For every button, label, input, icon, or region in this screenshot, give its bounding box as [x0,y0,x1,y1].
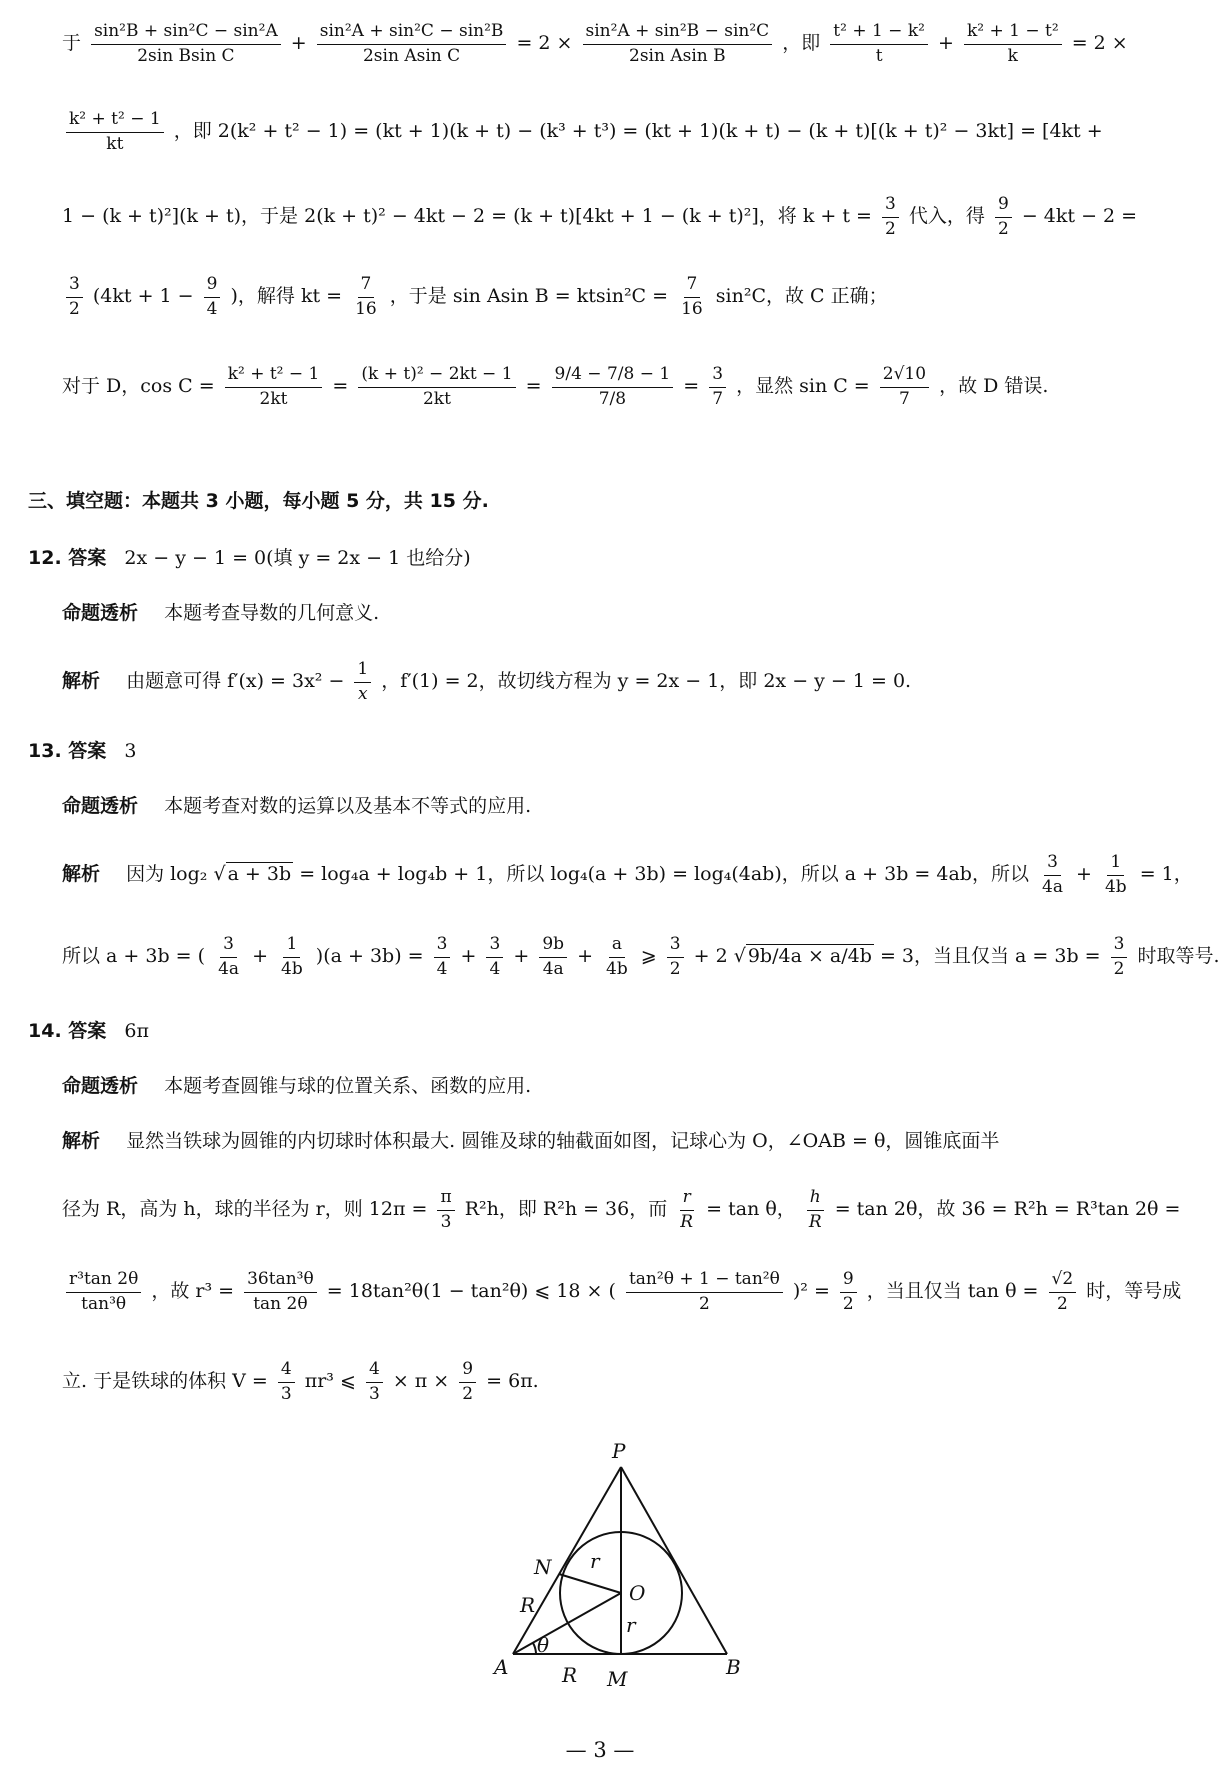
text: + [577,945,593,968]
label-N: N [534,1555,552,1579]
segment-NO [559,1574,621,1593]
text: ，即 [782,32,821,55]
denominator: 2 [842,1293,854,1314]
cone-left-edge [513,1467,621,1654]
text: 于 [62,32,82,55]
text: = [683,375,700,398]
numerator: (k + t)² − 2kt − 1 [358,365,515,388]
insight-label: 命题透析 [62,795,139,817]
text: 显然当铁球为圆锥的内切球时体积最大. 圆锥及球的轴截面如图，记球心为 O，∠OAB = θ，圆锥底面半 [126,1130,1000,1152]
numerator: sin²A + sin²B − sin²C [583,22,773,45]
label-P: P [612,1439,626,1463]
denominator: kt [106,133,124,154]
text: 代入，得 [908,205,985,228]
numerator: 3 [1044,853,1061,876]
text: = 3，当且仅当 a = 3b = [879,945,1101,968]
text: + 2 [693,945,728,968]
text: ⩾ [640,945,657,968]
insight-text: 本题考查圆锥与球的位置关系、函数的应用. [164,1075,532,1097]
denominator: 7/8 [598,388,627,409]
numerator: 9/4 − 7/8 − 1 [552,365,674,388]
denominator: 2sin Bsin C [137,45,235,66]
denominator: tan 2θ [253,1293,308,1314]
text: )，解得 kt = [230,285,343,308]
text: ，故 r³ = [151,1280,235,1303]
text: 立. 于是铁球的体积 V = [62,1370,268,1393]
cone-right-edge [621,1467,727,1654]
angle-theta-arc [533,1643,536,1654]
denominator: 2 [669,958,681,979]
numerator: 4 [366,1360,383,1383]
denominator: 4 [436,958,448,979]
label-O: O [629,1581,646,1605]
denominator: 2sin Asin C [362,45,461,66]
denominator: 3 [368,1383,380,1404]
label-B: B [726,1655,741,1679]
denominator: 2kt [422,388,451,409]
text: πr³ ⩽ [304,1370,356,1393]
numerator: 3 [486,935,503,958]
text: ，f′(1) = 2，故切线方程为 y = 2x − 1，即 2x − y − 1 = 0. [381,670,912,693]
denominator: k [1007,45,1018,66]
sqrt-content: 9b/4a × a/4b [747,945,872,968]
question-label: 12. 答案 [28,547,107,569]
text: ，显然 sin C = [736,375,870,398]
denominator: 4a [218,958,240,979]
numerator: k² + t² − 1 [225,365,323,388]
denominator: 4b [1104,876,1127,897]
text: + [1076,863,1092,886]
denominator: 4 [489,958,501,979]
denominator: 2 [885,218,896,239]
numerator: 3 [66,275,83,298]
text: 因为 log₂ [126,863,208,886]
numerator: 3 [667,935,684,958]
denominator: 2 [698,1293,710,1314]
denominator: 2 [997,218,1009,239]
numerator: r [680,1188,694,1211]
text: = tan θ， [706,1198,796,1221]
numerator: π [437,1188,454,1211]
numerator: 2√10 [880,365,929,388]
label-R-left: R [520,1593,536,1617]
denominator: R [680,1211,694,1232]
numerator: 3 [1111,935,1128,958]
numerator: 9 [840,1270,857,1293]
denominator: 7 [898,388,910,409]
denominator: 16 [681,298,703,319]
text: 由题意可得 f′(x) = 3x² − [126,670,345,693]
denominator: 2kt [259,388,288,409]
numerator: 3 [434,935,451,958]
denominator: 4a [542,958,564,979]
denominator: 4 [206,298,218,319]
text: ，当且仅当 tan θ = [866,1280,1039,1303]
text: + [938,32,954,55]
label-r-right: r [626,1613,636,1637]
denominator: 2sin Asin B [629,45,726,66]
numerator: k² + t² − 1 [66,110,164,133]
question-label: 13. 答案 [28,740,107,762]
text: + [290,32,307,55]
question-label: 14. 答案 [28,1020,107,1042]
answer-text: 3 [124,740,137,762]
numerator: k² + 1 − t² [964,22,1062,45]
text: )² = [792,1280,830,1303]
denominator: 2 [462,1383,474,1404]
numerator: 4 [278,1360,295,1383]
text: = log₄a + log₄b + 1，所以 log₄(a + 3b) = log₄(4ab)，所以 a + 3b = 4ab，所以 [299,863,1029,886]
text: + [252,945,268,968]
insight-label: 命题透析 [62,602,139,624]
denominator: 2 [69,298,80,319]
label-A: A [494,1655,509,1679]
denominator: 3 [280,1383,292,1404]
text: = 18tan²θ(1 − tan²θ) ⩽ 18 × ( [326,1280,616,1303]
text: = [332,375,349,398]
text: )(a + 3b) = [315,945,424,968]
denominator: 4b [606,958,628,979]
text: 时，等号成 [1086,1280,1182,1303]
text: + [460,945,477,968]
label-theta: θ [537,1633,550,1657]
numerator: a [609,935,625,958]
denominator: 2 [1113,958,1125,979]
text: = 1， [1139,863,1193,886]
sqrt-content: a + 3b [227,863,292,886]
numerator: t² + 1 − k² [830,22,928,45]
text: 所以 a + 3b = ( [62,945,206,968]
label-r-top: r [590,1549,600,1573]
numerator: 7 [684,275,701,298]
label-R-bottom: R [562,1663,578,1687]
numerator: 3 [220,935,237,958]
solution-label: 解析 [62,670,101,693]
numerator: 9 [459,1360,476,1383]
numerator: √2 [1049,1270,1077,1293]
numerator: 1 [283,935,300,958]
text: = tan 2θ，故 36 = R²h = R³tan 2θ = [834,1198,1181,1221]
answer-text: 2x − y − 1 = 0(填 y = 2x − 1 也给分) [124,547,471,569]
denominator: 16 [355,298,377,319]
numerator: sin²B + sin²C − sin²A [91,22,281,45]
solution-label: 解析 [62,863,101,886]
numerator: 3 [882,195,899,218]
text: 时取等号. [1137,945,1220,968]
label-M: M [607,1667,628,1691]
numerator: tan²θ + 1 − tan²θ [626,1270,783,1293]
denominator: t [875,45,883,66]
denominator: R [808,1211,822,1232]
numerator: r³tan 2θ [66,1270,141,1293]
text: ，于是 sin Asin B = ktsin²C = [389,285,669,308]
text: 径为 R，高为 h，球的半径为 r，则 12π = [62,1198,428,1221]
numerator: sin²A + sin²C − sin²B [317,22,507,45]
section-heading: 三、填空题：本题共 3 小题，每小题 5 分，共 15 分. [28,490,489,512]
text: = [525,375,542,398]
text: = 2 × [516,32,573,55]
insight-text: 本题考查对数的运算以及基本不等式的应用. [164,795,532,817]
text: = 2 × [1071,32,1128,55]
denominator: 2 [1056,1293,1068,1314]
insight-text: 本题考查导数的几何意义. [164,602,380,624]
page-number: — 3 — [565,1738,635,1762]
answer-text: 6π [124,1020,149,1042]
numerator: 1 [1107,853,1124,876]
text: + [513,945,530,968]
numerator: 9 [204,275,221,298]
solution-label: 解析 [62,1130,101,1152]
denominator: 3 [440,1211,452,1232]
numerator: 9 [995,195,1012,218]
text: − 4kt − 2 = [1021,205,1138,228]
denominator: tan³θ [81,1293,127,1314]
text: ，即 2(k² + t² − 1) = (kt + 1)(k + t) − (k³ + t³) = (kt + 1)(k + t) − (k + t)[(k + t)² − 3kt] = [4kt + [173,120,1103,143]
denominator: 7 [712,388,724,409]
text: (4kt + 1 − [92,285,194,308]
insight-label: 命题透析 [62,1075,139,1097]
numerator: 1 [354,660,371,683]
numerator: 7 [358,275,375,298]
text: = 6π. [486,1370,539,1393]
text: 对于 D，cos C = [62,375,215,398]
text: 1 − (k + t)²](k + t)，于是 2(k + t)² − 4kt − 2 = (k + t)[4kt + 1 − (k + t)²]，将 k + t = [62,205,872,228]
text: ，故 D 错误. [939,375,1049,398]
q13-solution-line-1: 解析 因为 log₂ √ a + 3b = log₄a + log₄b + 1，所以 log₄(a + 3b) = log₄(4ab)，所以 a + 3b = 4ab，所以 $\frac{3}{4a}$ + $\frac{1}{4b}$ = 1， [62,852,1193,897]
text: R²h，即 R²h = 36，而 [464,1198,668,1221]
q13-solution-line-2: 所以 a + 3b = ( $\frac{3}{4a}$ + $\frac{1}{4b}$ )(a + 3b) = $\frac{3}{4}$ + $\frac{3}{4}$ + $\frac{9b}{4a}$ + $\frac{a}{4b}$ ⩾ $\frac{3}{2}$ + 2 √ 9b/4a × a/4b = 3，当且仅当 a = 3b = $\frac{3}{2}$ 时取等号. [62,934,1220,979]
numerator: 9b [539,935,567,958]
denominator: 4b [281,958,303,979]
text: sin²C，故 C 正确； [715,285,888,308]
denominator: x [358,683,368,704]
numerator: 36tan³θ [244,1270,317,1293]
numerator: 3 [709,365,726,388]
text: × π × [392,1370,450,1393]
numerator: h [807,1188,824,1211]
denominator: 4a [1042,876,1063,897]
